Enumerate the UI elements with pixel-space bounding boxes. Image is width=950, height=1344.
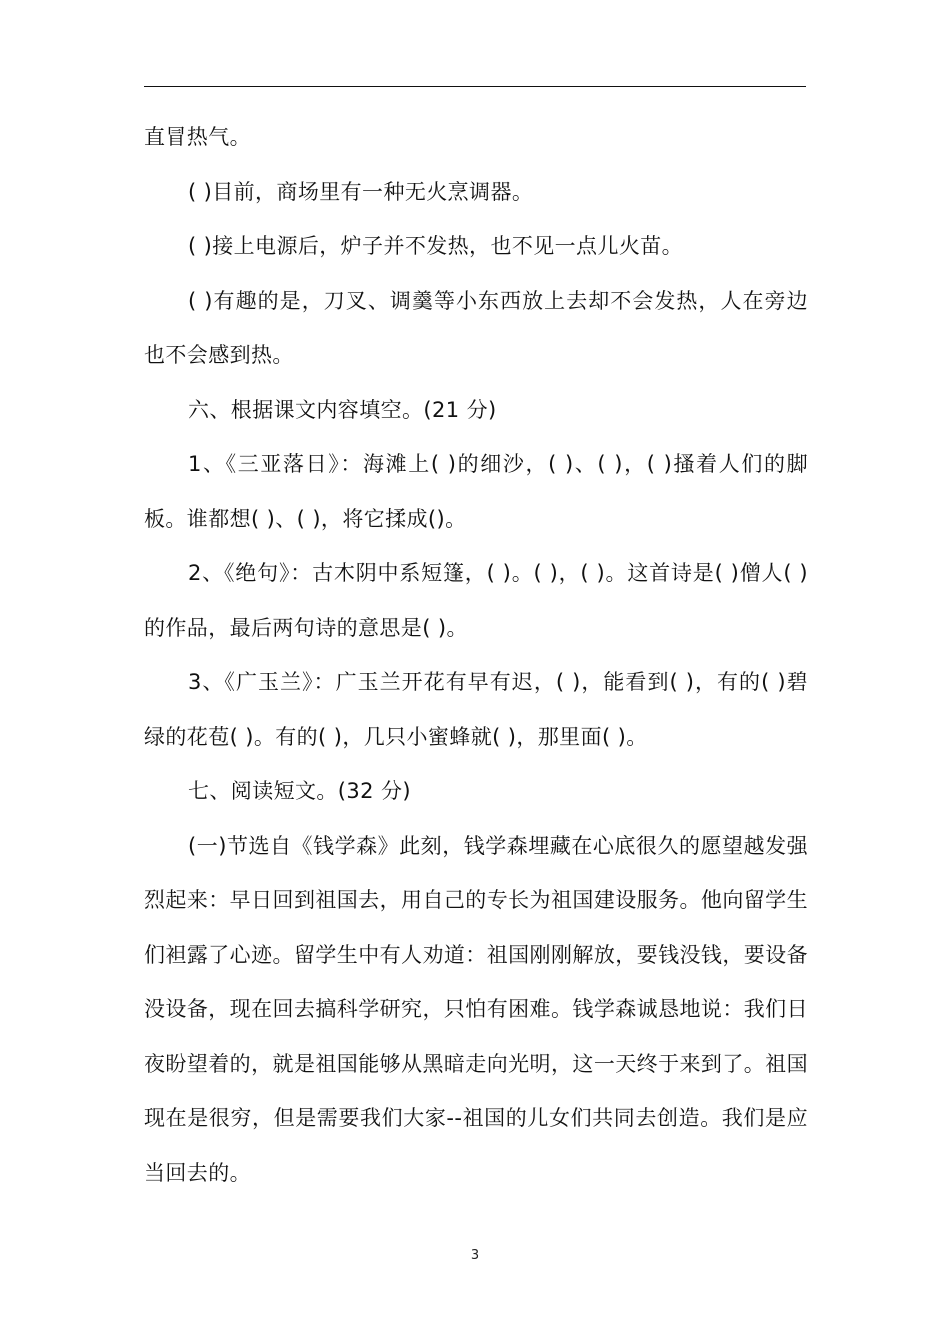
paragraph-sentence-2: ( )接上电源后，炉子并不发热，也不见一点儿火苗。 xyxy=(188,234,684,258)
question-3: 3、《广玉兰》：广玉兰开花有早有迟，( )，能看到( )，有的( )碧绿的花苞( )。有的( )，几只小蜜蜂就( )，那里面( )。 xyxy=(144,670,808,749)
section-heading-6: 六、根据课文内容填空。(21 分) xyxy=(188,397,497,422)
paragraph-sentence-3: ( )有趣的是，刀叉、调羹等小东西放上去却不会发热，人在旁边也不会感到热。 xyxy=(144,288,808,367)
paragraph-continuation: 直冒热气。 xyxy=(144,125,251,149)
paragraph-sentence-1: ( )目前，商场里有一种无火烹调器。 xyxy=(188,179,534,204)
section-heading-7: 七、阅读短文。(32 分) xyxy=(188,779,411,803)
header-rule xyxy=(144,86,806,87)
question-1: 1、《三亚落日》：海滩上( )的细沙，( )、( )，( )搔着人们的脚板。谁都想( )、( )，将它揉成()。 xyxy=(144,452,808,531)
reading-passage: (一)节选自《钱学森》此刻，钱学森埋藏在心底很久的愿望越发强烈起来：早日回到祖国去，用自己的专长为祖国建设服务。他向留学生们袒露了心迹。留学生中有人劝道：祖国刚刚解放，要钱没钱，要设备没设备，现在回去搞科学研究，只怕有困难。钱学森诚恳地说：我们日夜盼望着的，就是祖国能够从黑暗走向光明，这一天终于来到了。祖国现在是很穷，但是需要我们大家--祖国的儿女们共同去创造。我们是应当回去的。 xyxy=(144,833,808,1185)
question-2: 2、《绝句》：古木阴中系短篷，( )。( )，( )。这首诗是( )僧人( )的作品，最后两句诗的意思是( )。 xyxy=(144,561,808,640)
body-text xyxy=(144,110,808,1200)
page-number: 3 xyxy=(470,1248,480,1263)
